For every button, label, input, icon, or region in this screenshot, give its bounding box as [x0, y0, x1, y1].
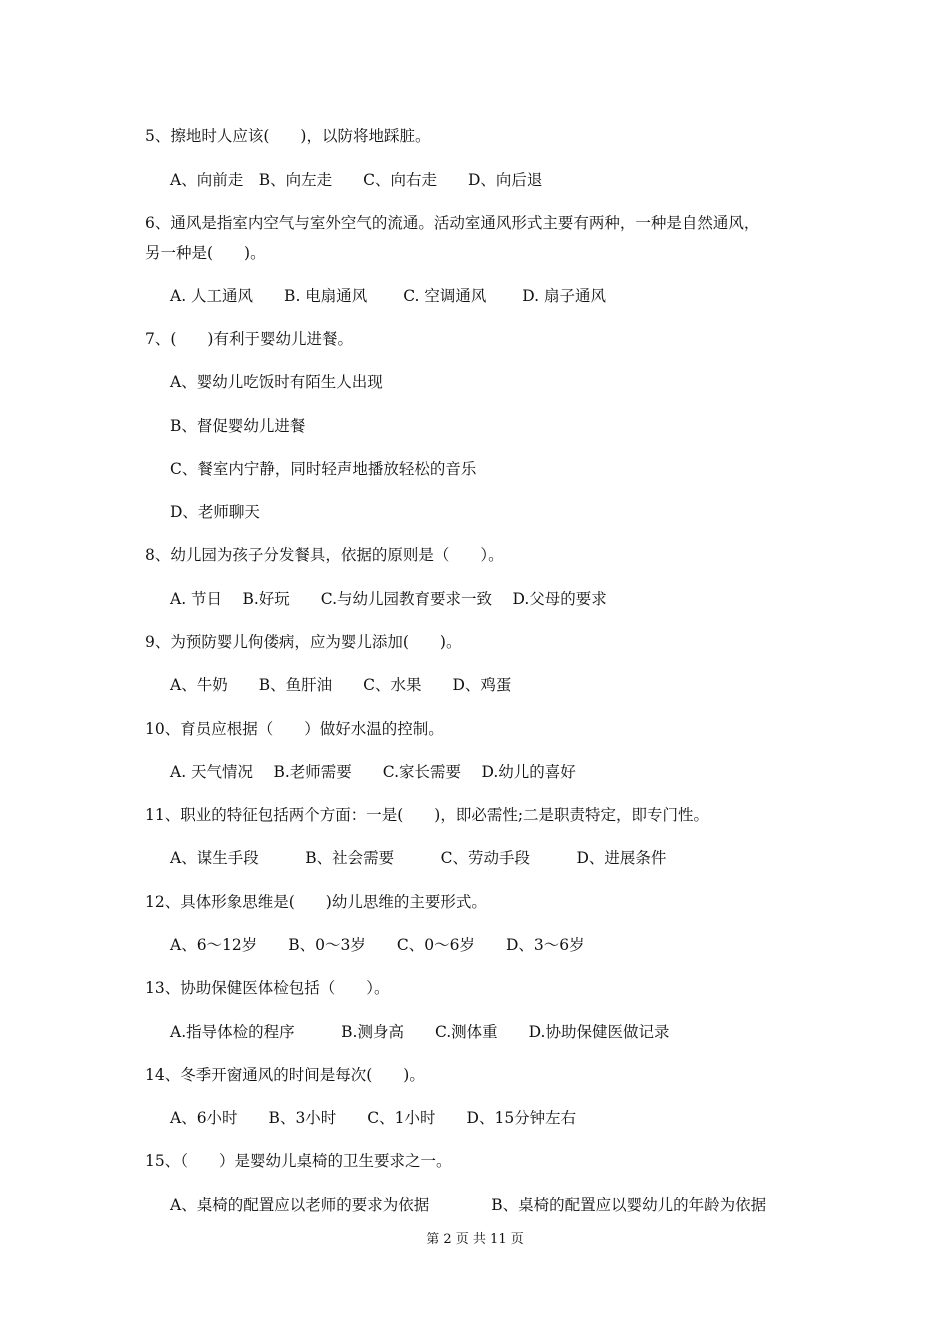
question-13: 13、协助保健医体检包括（ ）。 [145, 979, 390, 997]
question-12: 12、具体形象思维是( )幼儿思维的主要形式。 [145, 893, 487, 911]
question-11: 11、职业的特征包括两个方面：一是( )，即必需性;二是职责特定，即专门性。 [145, 806, 710, 824]
question-5: 5、擦地时人应该( )，以防将地踩脏。 [145, 127, 431, 145]
question-15: 15、（ ）是婴幼儿桌椅的卫生要求之一。 [145, 1152, 452, 1170]
option-7d: D、老师聊天 [170, 503, 260, 521]
question-7: 7、( )有利于婴幼儿进餐。 [145, 330, 353, 348]
options-5: A、向前走 B、向左走 C、向右走 D、向后退 [170, 171, 543, 189]
options-12: A、6～12岁 B、0～3岁 C、0～6岁 D、3～6岁 [170, 936, 585, 954]
question-14: 14、冬季开窗通风的时间是每次( )。 [145, 1066, 425, 1084]
options-14: A、6小时 B、3小时 C、1小时 D、15分钟左右 [170, 1109, 577, 1127]
options-9: A、牛奶 B、鱼肝油 C、水果 D、鸡蛋 [170, 676, 512, 694]
question-6: 6、通风是指室内空气与室外空气的流通。活动室通风形式主要有两种，一种是自然通风， [145, 214, 760, 232]
question-8: 8、幼儿园为孩子分发餐具，依据的原则是（ ）。 [145, 546, 504, 564]
options-10: A. 天气情况 B.老师需要 C.家长需要 D.幼儿的喜好 [170, 763, 576, 781]
option-7c: C、餐室内宁静，同时轻声地播放轻松的音乐 [170, 460, 477, 478]
option-7a: A、婴幼儿吃饭时有陌生人出现 [170, 373, 383, 391]
options-6: A. 人工通风 B. 电扇通风 C. 空调通风 D. 扇子通风 [170, 287, 607, 305]
options-11: A、谋生手段 B、社会需要 C、劳动手段 D、进展条件 [170, 849, 667, 867]
question-10: 10、育员应根据（ ）做好水温的控制。 [145, 720, 444, 738]
page-footer: 第 2 页 共 11 页 [426, 1232, 524, 1247]
options-8: A. 节日 B.好玩 C.与幼儿园教育要求一致 D.父母的要求 [170, 590, 607, 608]
question-6-line2: 另一种是( )。 [145, 244, 266, 262]
options-13: A.指导体检的程序 B.测身高 C.测体重 D.协助保健医做记录 [170, 1023, 670, 1041]
options-15: A、桌椅的配置应以老师的要求为依据 B、桌椅的配置应以婴幼儿的年龄为依据 [170, 1196, 767, 1214]
question-9: 9、为预防婴儿佝偻病，应为婴儿添加( )。 [145, 633, 462, 651]
option-7b: B、督促婴幼儿进餐 [170, 417, 306, 435]
